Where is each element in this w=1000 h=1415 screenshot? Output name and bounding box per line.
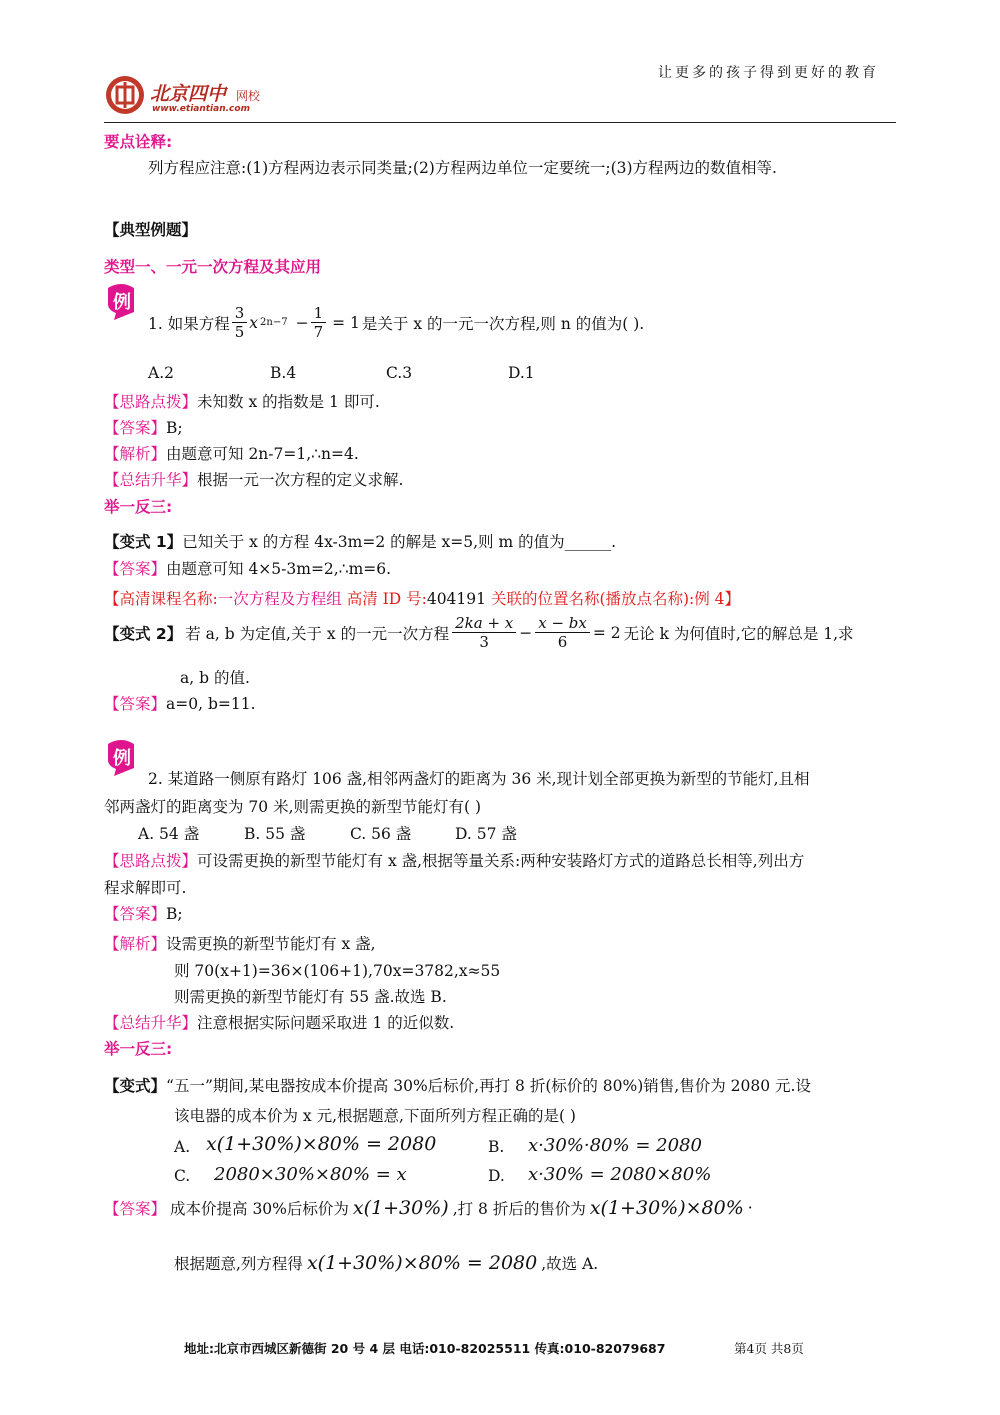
ex2-line1: 2. 某道路一侧原有路灯 106 盏,相邻两盏灯的距离为 36 米,现计划全部更换为新型的节能灯,且相 <box>148 770 810 788</box>
logo-name: 北京四中 <box>150 83 227 105</box>
example-badge-icon <box>104 738 138 778</box>
ex1-option-b: B.4 <box>270 364 297 382</box>
ex1-summary: 【总结升华】根据一元一次方程的定义求解. <box>104 471 404 489</box>
ex1-option-c: C.3 <box>386 364 413 382</box>
ex2-option-c: C. 56 盏 <box>350 825 412 843</box>
practice1-v2-cont: a, b 的值. <box>180 669 250 687</box>
v2-fraction-2: $\frac{x - bx}{6}$ <box>535 614 590 651</box>
ex1-analysis: 【解析】由题意可知 2n-7=1,∴n=4. <box>104 445 359 463</box>
ex1-fraction-2: $\frac{1}{7}$ <box>311 304 327 341</box>
practice2-option-c: 2080×30%×80% = x <box>214 1164 407 1185</box>
ex2-analysis-2: 则 70(x+1)=36×(106+1),70x=3782,x≈55 <box>174 962 501 980</box>
practice2-title: 举一反三: <box>104 1040 173 1058</box>
header-slogan: 让更多的孩子得到更好的教育 <box>658 65 879 81</box>
ex2-analysis: 【解析】设需更换的新型节能灯有 x 盏, <box>104 935 376 953</box>
ex2-summary: 【总结升华】注意根据实际问题采取进 1 的近似数. <box>104 1014 455 1032</box>
ex1-num: 1. 如果方程 <box>148 314 230 333</box>
course-info: 【高清课程名称:一次方程及方程组 高清 ID 号:404191 关联的位置名称(播放点名称):例 4】 <box>104 590 741 608</box>
practice2-v-line1: 【变式】“五一”期间,某电器按成本价提高 30%后标价,再打 8 折(标价的 80%)销售,售价为 2080 元.设 <box>104 1077 811 1095</box>
ex1-rest: 是关于 x 的一元一次方程,则 n 的值为( ). <box>361 314 645 333</box>
example-badge-text: 例 <box>113 748 131 769</box>
ex1-fraction-1: $\frac{3}{5}$ <box>232 304 248 341</box>
practice2-option-a: x(1+30%)×80% = 2080 <box>206 1133 437 1155</box>
ex1-eq: = 1 <box>332 313 360 332</box>
logo-url: www.etiantian.com <box>152 104 250 114</box>
practice2-answer-line1: 【答案】 成本价提高 30%后标价为 x(1+30%) ,打 8 折后的售价为 x(1+30%)×80% · <box>104 1197 753 1219</box>
practice2-option-b: x·30%·80% = 2080 <box>528 1135 702 1156</box>
footer-address: 地址:北京市西城区新德街 20 号 4 层 电话:010-82025511 传真:010-82079687 <box>184 1341 666 1356</box>
practice2-option-d: x·30% = 2080×80% <box>528 1164 712 1185</box>
practice2-v-line2: 该电器的成本价为 x 元,根据题意,下面所列方程正确的是( ) <box>174 1107 576 1125</box>
ex1-hint: 【思路点拨】未知数 x 的指数是 1 即可. <box>104 393 380 411</box>
example-badge-text: 例 <box>113 292 131 313</box>
ex2-line2: 邻两盏灯的距离变为 70 米,则需更换的新型节能灯有( ) <box>104 798 482 816</box>
logo-icon <box>104 74 146 116</box>
practice2-answer-line2: 根据题意,列方程得 x(1+30%)×80% = 2080 ,故选 A. <box>174 1252 599 1274</box>
ex1-x: x <box>249 313 259 332</box>
type1-heading: 类型一、一元一次方程及其应用 <box>104 258 322 276</box>
practice1-v2-answer: 【答案】a=0, b=11. <box>104 695 256 713</box>
ex2-hint: 【思路点拨】可设需更换的新型节能灯有 x 盏,根据等量关系:两种安装路灯方式的道路总长相等,列出方 <box>104 852 805 870</box>
ex2-hint-cont: 程求解即可. <box>104 879 187 897</box>
ex2-answer: 【答案】B; <box>104 905 183 923</box>
practice2-option-d-label: D. <box>488 1167 505 1185</box>
practice2-option-c-label: C. <box>174 1167 191 1185</box>
header-rule <box>104 122 896 123</box>
ex1-exponent: 2n−7 <box>260 317 288 328</box>
typical-heading: 【典型例题】 <box>104 221 198 239</box>
practice2-option-a-label: A. <box>174 1138 191 1156</box>
ex1-option-d: D.1 <box>508 364 535 382</box>
practice1-title: 举一反三: <box>104 498 173 516</box>
ex1-option-a: A.2 <box>148 364 174 382</box>
example-badge-icon <box>104 282 138 322</box>
ex2-option-d: D. 57 盏 <box>455 825 517 843</box>
practice1-v2: 【变式 2】 若 a, b 为定值,关于 x 的一元一次方程 $\frac{2ka + x}{3}$ − $\frac{x - bx}{6}$ = 2 无论 k 为何值时,它的解总是 1,求 <box>104 614 854 651</box>
ex2-option-a: A. 54 盏 <box>138 825 200 843</box>
ex1-minus: − <box>295 313 309 332</box>
ex2-option-b: B. 55 盏 <box>244 825 306 843</box>
points-title: 要点诠释: <box>104 133 173 151</box>
practice1-v1: 【变式 1】已知关于 x 的方程 4x-3m=2 的解是 x=5,则 m 的值为______. <box>104 533 617 551</box>
footer-page-number: 第4页 共8页 <box>734 1341 804 1356</box>
points-text: 列方程应注意:(1)方程两边表示同类量;(2)方程两边单位一定要统一;(3)方程两边的数值相等. <box>148 159 777 177</box>
logo-net: 网校 <box>236 89 261 103</box>
practice2-option-b-label: B. <box>488 1138 505 1156</box>
practice1-v1-answer: 【答案】由题意可知 4×5-3m=2,∴m=6. <box>104 560 392 578</box>
ex1-answer: 【答案】B; <box>104 419 183 437</box>
ex2-analysis-3: 则需更换的新型节能灯有 55 盏.故选 B. <box>174 988 447 1006</box>
v2-fraction-1: $\frac{2ka + x}{3}$ <box>452 614 516 651</box>
ex1-question <box>148 304 644 341</box>
